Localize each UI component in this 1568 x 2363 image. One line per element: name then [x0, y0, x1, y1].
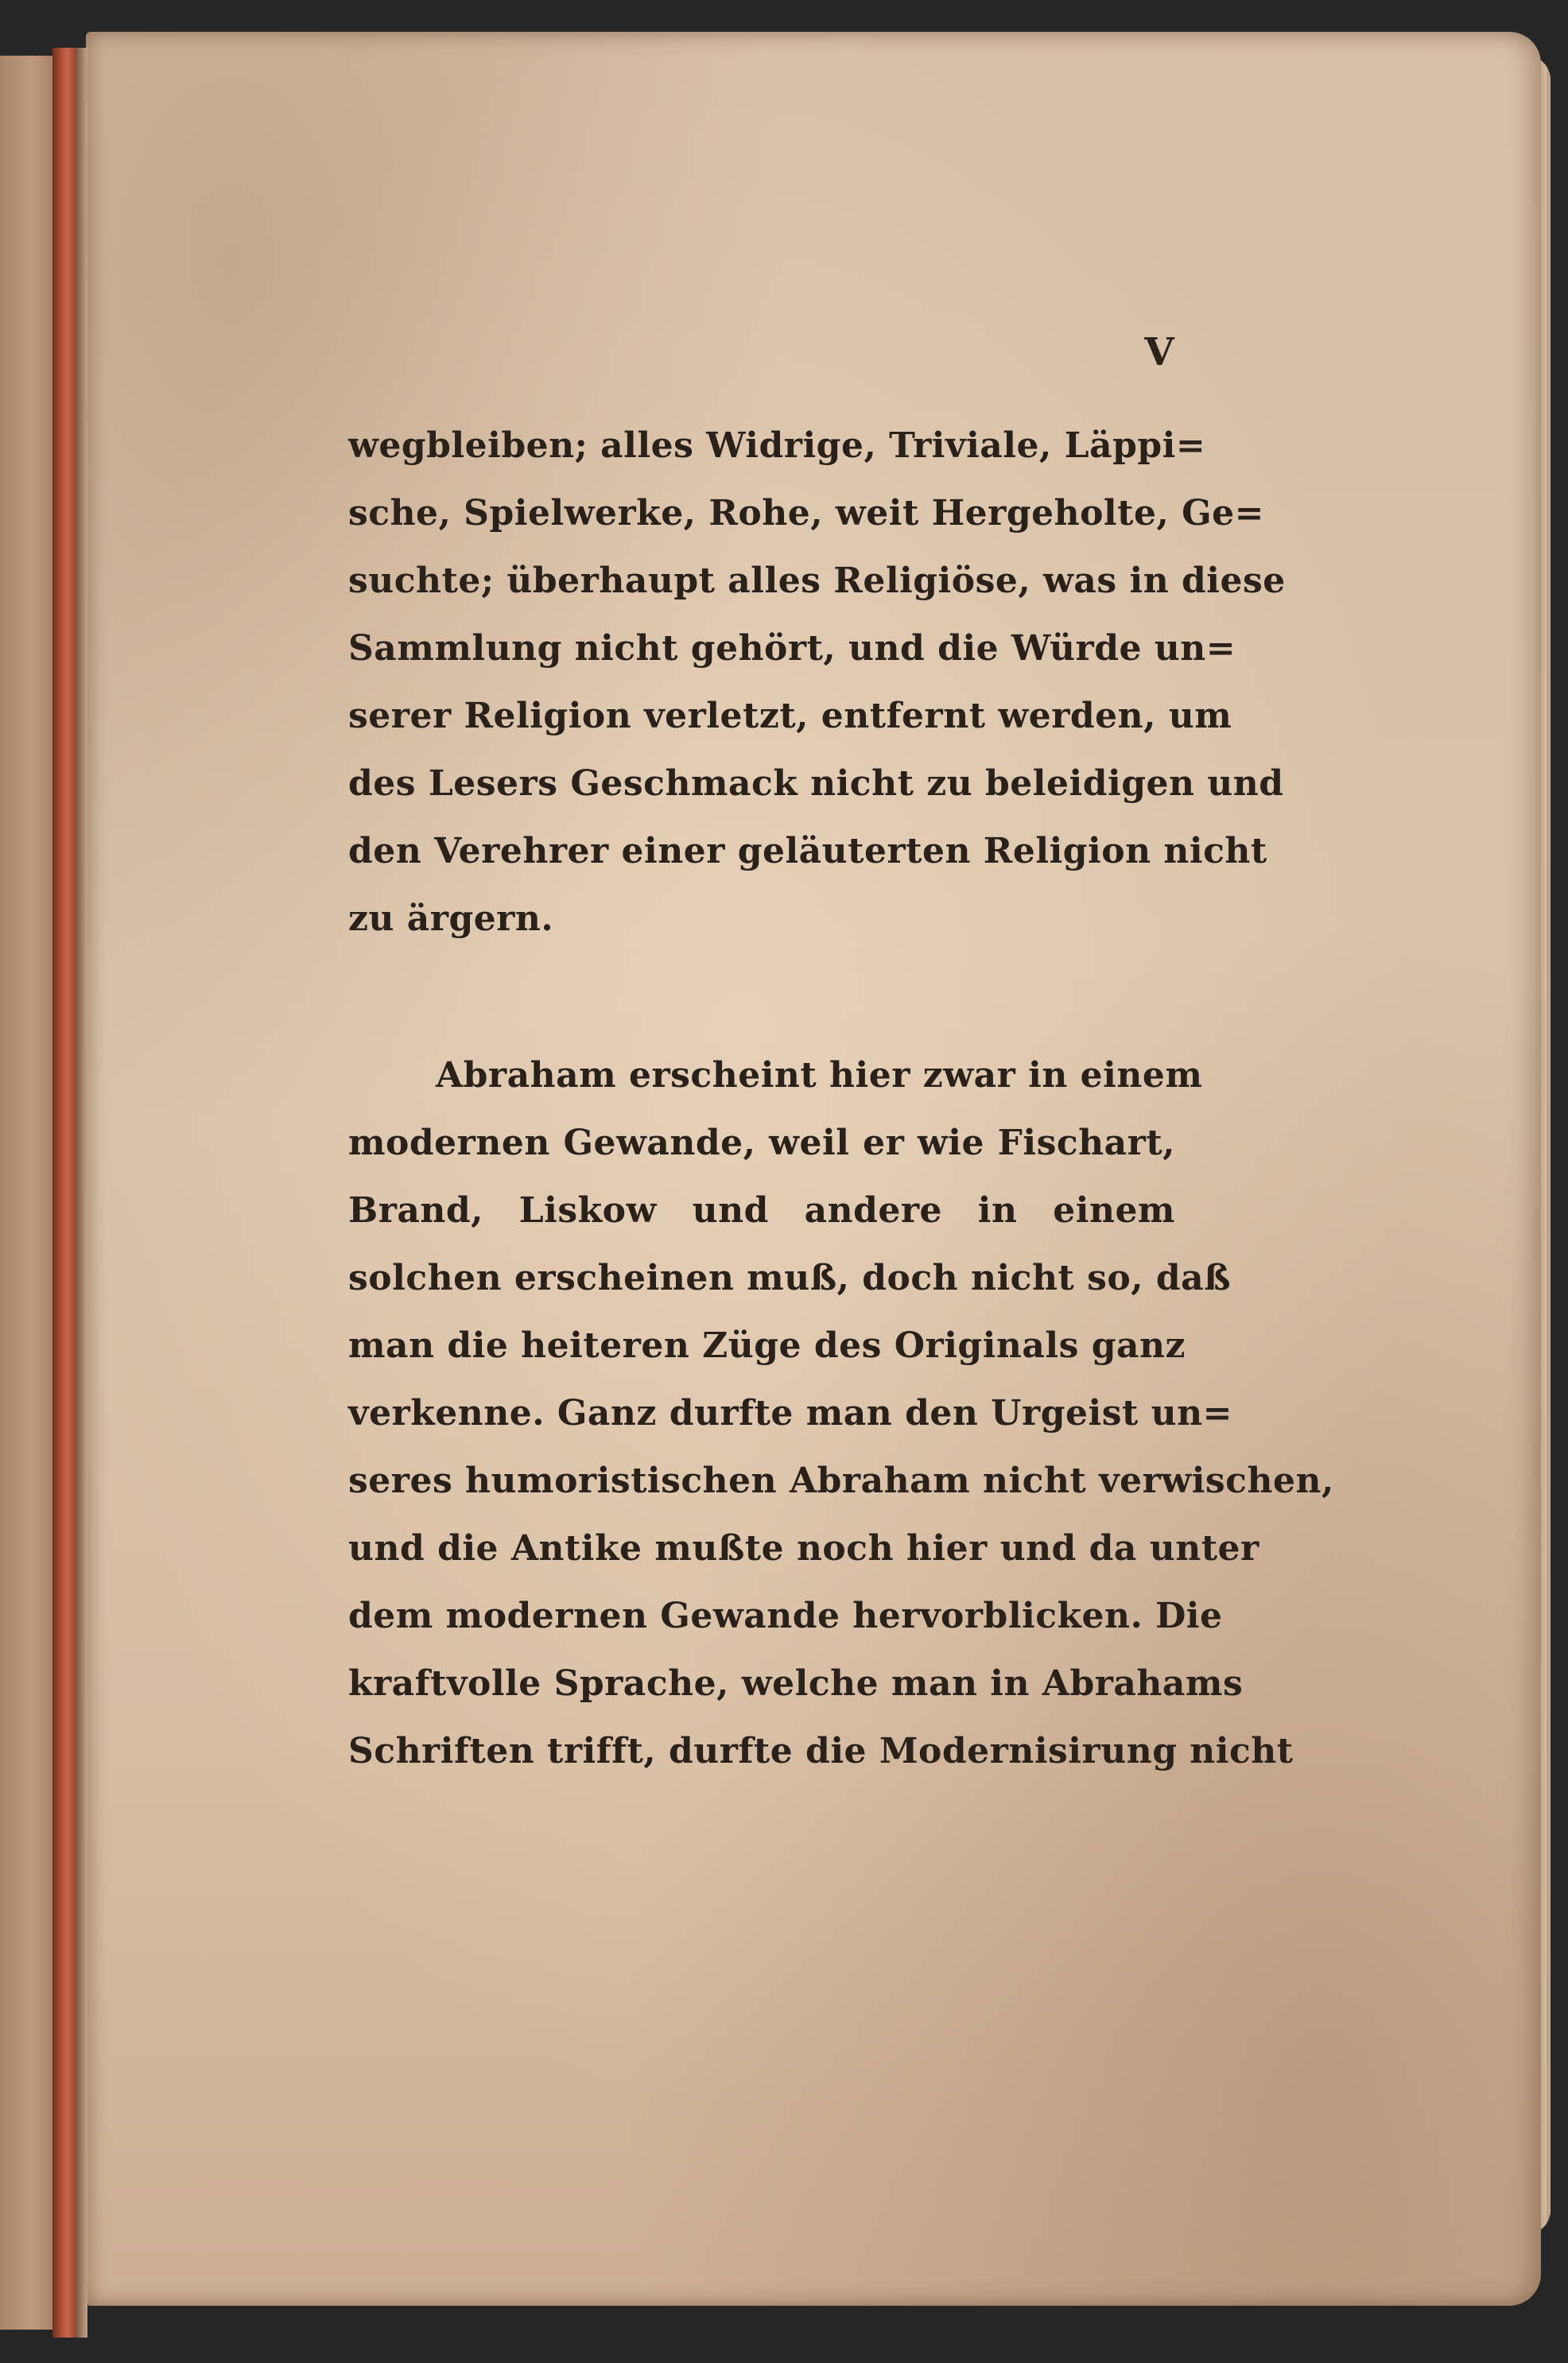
text-line: dem modernen Gewande hervorblicken. Die — [348, 1596, 1223, 1636]
text-line: man die heiteren Züge des Originals ganz — [348, 1325, 1186, 1366]
text-line: und die Antike mußte noch hier und da unter — [348, 1528, 1259, 1569]
text-line: verkenne. Ganz durfte man den Urgeist un= — [348, 1393, 1232, 1434]
text-line: des Lesers Geschmack nicht zu beleidigen und — [348, 763, 1284, 804]
spine-gutter — [76, 48, 87, 2338]
text-line: den Verehrer einer geläuterten Religion nicht — [348, 831, 1267, 871]
text-line: Schriften trifft, durfte die Modernisirung nicht — [348, 1731, 1294, 1771]
text-line: suchte; überhaupt alles Religiöse, was in diese — [348, 561, 1286, 601]
paragraph-2 — [348, 1042, 1334, 1785]
book-page — [86, 32, 1541, 2306]
text-line: sche, Spielwerke, Rohe, weit Hergeholte, Ge= — [348, 493, 1265, 534]
text-line: kraftvolle Sprache, welche man in Abrahams — [348, 1663, 1244, 1704]
text-line: Brand, Liskow und andere in einem — [348, 1190, 1175, 1231]
facing-page-edge — [0, 56, 57, 2330]
text-line: seres humoristischen Abraham nicht verwischen, — [348, 1461, 1334, 1501]
text-line: Sammlung nicht gehört, und die Würde un= — [348, 628, 1236, 669]
text-line: serer Religion verletzt, entfernt werden, um — [348, 696, 1232, 736]
text-line: wegbleiben; alles Widrige, Triviale, Läppi= — [348, 425, 1206, 466]
text-line: solchen erscheinen muß, doch nicht so, daß — [348, 1258, 1232, 1298]
page-number: V — [1144, 330, 1174, 374]
text-line: zu ärgern. — [348, 898, 554, 939]
paragraph-1 — [348, 412, 1286, 953]
book-spine — [52, 48, 80, 2338]
text-line: Abraham erscheint hier zwar in einem — [436, 1055, 1203, 1096]
text-line: modernen Gewande, weil er wie Fischart, — [348, 1123, 1175, 1163]
